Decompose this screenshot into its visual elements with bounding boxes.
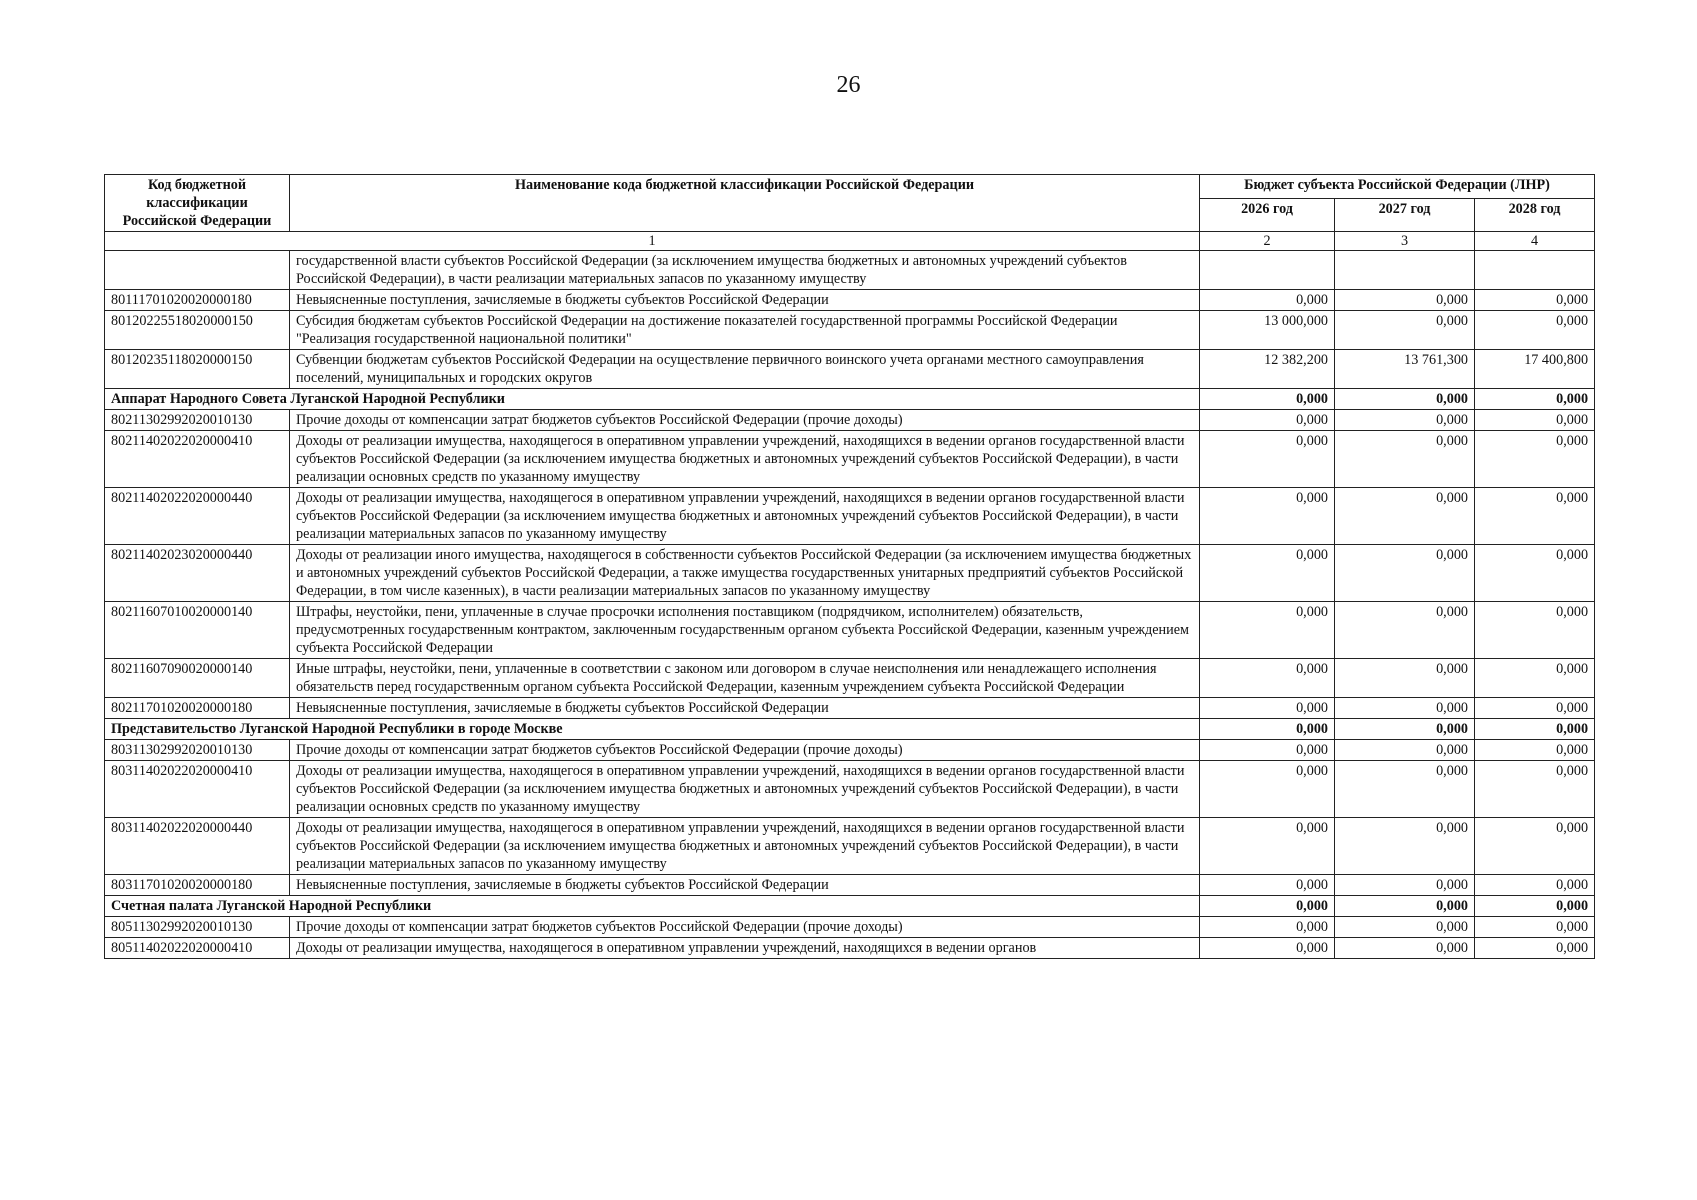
value-2028: 0,000: [1475, 761, 1595, 818]
budget-code-name: Прочие доходы от компенсации затрат бюджетов субъектов Российской Федерации (прочие доходы): [290, 917, 1200, 938]
value-2028: 0,000: [1475, 545, 1595, 602]
value-2028: 0,000: [1475, 896, 1595, 917]
budget-code-name: государственной власти субъектов Российской Федерации (за исключением имущества бюджетных и автономных учреждений субъектов Российской Федерации), в части реализации материальных запасов по указанному имуществу: [290, 251, 1200, 290]
budget-code: [105, 251, 290, 290]
table-row: [105, 917, 1595, 938]
table-row: [105, 698, 1595, 719]
value-2027: 0,000: [1335, 410, 1475, 431]
budget-code: 80311302992020010130: [105, 740, 290, 761]
column-numbers-row: [105, 232, 1595, 251]
budget-code-name: Доходы от реализации имущества, находящегося в оперативном управлении учреждений, находящихся в ведении органов государственной власти субъектов Российской Федерации (за исключением имущества бюджетных и автономных учреждений субъектов Российской Федерации), в части реализации материальных запасов по указанному имуществу: [290, 488, 1200, 545]
page-number: 26: [836, 72, 861, 98]
budget-code: 80211402022020000440: [105, 488, 290, 545]
value-2027: 0,000: [1335, 818, 1475, 875]
budget-code-name: Прочие доходы от компенсации затрат бюджетов субъектов Российской Федерации (прочие доходы): [290, 740, 1200, 761]
budget-code-name: Доходы от реализации имущества, находящегося в оперативном управлении учреждений, находящихся в ведении органов государственной власти субъектов Российской Федерации (за исключением имущества бюджетных и автономных учреждений субъектов Российской Федерации), в части реализации материальных запасов по указанному имуществу: [290, 818, 1200, 875]
budget-code: 80211402022020000410: [105, 431, 290, 488]
table-row: [105, 602, 1595, 659]
section-row: [105, 389, 1595, 410]
section-title: Счетная палата Луганской Народной Республики: [105, 896, 1200, 917]
value-2028: 0,000: [1475, 389, 1595, 410]
value-2028: 0,000: [1475, 290, 1595, 311]
section-row: [105, 719, 1595, 740]
value-2026: 0,000: [1200, 917, 1335, 938]
budget-code-name: Невыясненные поступления, зачисляемые в бюджеты субъектов Российской Федерации: [290, 290, 1200, 311]
table-row: [105, 290, 1595, 311]
section-title: Представительство Луганской Народной Республики в городе Москве: [105, 719, 1200, 740]
value-2027: 0,000: [1335, 389, 1475, 410]
value-2027: 0,000: [1335, 761, 1475, 818]
column-number: 1: [105, 232, 1200, 251]
budget-code: 80111701020020000180: [105, 290, 290, 311]
value-2028: 0,000: [1475, 938, 1595, 959]
budget-code: 80120235118020000150: [105, 350, 290, 389]
budget-code-name: Иные штрафы, неустойки, пени, уплаченные в соответствии с законом или договором в случае неисполнения или ненадлежащего исполнения обязательств перед государственным органом субъекта Российской Федерации, казенным учреждением субъекта Российской Федерации: [290, 659, 1200, 698]
header-row: [105, 175, 1595, 199]
budget-code: 80211302992020010130: [105, 410, 290, 431]
budget-code-name: Невыясненные поступления, зачисляемые в бюджеты субъектов Российской Федерации: [290, 698, 1200, 719]
budget-code: 80211607090020000140: [105, 659, 290, 698]
value-2027: 0,000: [1335, 740, 1475, 761]
table-row: [105, 938, 1595, 959]
value-2026: 0,000: [1200, 545, 1335, 602]
value-2028: 0,000: [1475, 431, 1595, 488]
header-name: Наименование кода бюджетной классификации Российской Федерации: [290, 175, 1200, 232]
budget-code: 80311701020020000180: [105, 875, 290, 896]
table-row: [105, 251, 1595, 290]
value-2027: 0,000: [1335, 698, 1475, 719]
budget-code-name: Доходы от реализации иного имущества, находящегося в собственности субъектов Российской Федерации (за исключением имущества бюджетных и автономных учреждений субъектов Российской Федерации, а также имущества государственных унитарных предприятий субъектов Российской Федерации, в том числе казенных), в части реализации материальных запасов по указанному имуществу: [290, 545, 1200, 602]
value-2026: 0,000: [1200, 602, 1335, 659]
header-budget: Бюджет субъекта Российской Федерации (ЛНР): [1200, 175, 1595, 199]
budget-code: 80311402022020000440: [105, 818, 290, 875]
value-2027: [1335, 251, 1475, 290]
table-row: [105, 659, 1595, 698]
table-body: [105, 251, 1595, 959]
table-row: [105, 431, 1595, 488]
value-2027: 0,000: [1335, 311, 1475, 350]
budget-code: 80120225518020000150: [105, 311, 290, 350]
value-2026: 0,000: [1200, 740, 1335, 761]
value-2026: 0,000: [1200, 938, 1335, 959]
section-title: Аппарат Народного Совета Луганской Народной Республики: [105, 389, 1200, 410]
budget-code-name: Прочие доходы от компенсации затрат бюджетов субъектов Российской Федерации (прочие доходы): [290, 410, 1200, 431]
value-2026: [1200, 251, 1335, 290]
value-2028: 0,000: [1475, 740, 1595, 761]
budget-code-name: Доходы от реализации имущества, находящегося в оперативном управлении учреждений, находящихся в ведении органов государственной власти субъектов Российской Федерации (за исключением имущества бюджетных и автономных учреждений субъектов Российской Федерации), в части реализации основных средств по указанному имуществу: [290, 761, 1200, 818]
value-2026: 0,000: [1200, 896, 1335, 917]
budget-code-name: Штрафы, неустойки, пени, уплаченные в случае просрочки исполнения поставщиком (подрядчиком, исполнителем) обязательств, предусмотренных государственным контрактом, заключенным государственным органом субъекта Российской Федерации, казенным учреждением субъекта Российской Федерации: [290, 602, 1200, 659]
value-2026: 0,000: [1200, 389, 1335, 410]
budget-code-name: Субсидия бюджетам субъектов Российской Федерации на достижение показателей государственной программы Российской Федерации "Реализация государственной национальной политики": [290, 311, 1200, 350]
value-2026: 13 000,000: [1200, 311, 1335, 350]
value-2027: 0,000: [1335, 938, 1475, 959]
value-2027: 0,000: [1335, 896, 1475, 917]
value-2028: 0,000: [1475, 917, 1595, 938]
value-2028: 0,000: [1475, 698, 1595, 719]
budget-code-name: Доходы от реализации имущества, находящегося в оперативном управлении учреждений, находящихся в ведении органов государственной власти субъектов Российской Федерации (за исключением имущества бюджетных и автономных учреждений субъектов Российской Федерации), в части реализации основных средств по указанному имуществу: [290, 431, 1200, 488]
value-2027: 0,000: [1335, 875, 1475, 896]
value-2026: 0,000: [1200, 719, 1335, 740]
header-year-2028: 2028 год: [1475, 199, 1595, 232]
value-2028: [1475, 251, 1595, 290]
value-2026: 0,000: [1200, 290, 1335, 311]
budget-code: 80311402022020000410: [105, 761, 290, 818]
budget-table: [104, 174, 1595, 959]
value-2027: 0,000: [1335, 719, 1475, 740]
value-2028: 0,000: [1475, 818, 1595, 875]
section-row: [105, 896, 1595, 917]
value-2026: 0,000: [1200, 761, 1335, 818]
value-2028: 0,000: [1475, 311, 1595, 350]
value-2026: 0,000: [1200, 659, 1335, 698]
value-2027: 0,000: [1335, 545, 1475, 602]
value-2027: 13 761,300: [1335, 350, 1475, 389]
table-row: [105, 740, 1595, 761]
value-2028: 0,000: [1475, 488, 1595, 545]
value-2028: 0,000: [1475, 875, 1595, 896]
value-2027: 0,000: [1335, 431, 1475, 488]
column-number: 2: [1200, 232, 1335, 251]
value-2026: 12 382,200: [1200, 350, 1335, 389]
table-row: [105, 488, 1595, 545]
table-row: [105, 818, 1595, 875]
budget-code: 80211402023020000440: [105, 545, 290, 602]
table-row: [105, 311, 1595, 350]
value-2027: 0,000: [1335, 602, 1475, 659]
value-2028: 0,000: [1475, 410, 1595, 431]
value-2028: 17 400,800: [1475, 350, 1595, 389]
header-year-2027: 2027 год: [1335, 199, 1475, 232]
value-2028: 0,000: [1475, 659, 1595, 698]
header-code: Код бюджетной классификации Российской Федерации: [105, 175, 290, 232]
table-row: [105, 545, 1595, 602]
value-2026: 0,000: [1200, 818, 1335, 875]
value-2027: 0,000: [1335, 488, 1475, 545]
value-2027: 0,000: [1335, 659, 1475, 698]
value-2027: 0,000: [1335, 917, 1475, 938]
column-number: 3: [1335, 232, 1475, 251]
value-2026: 0,000: [1200, 488, 1335, 545]
value-2027: 0,000: [1335, 290, 1475, 311]
table-row: [105, 350, 1595, 389]
header-year-2026: 2026 год: [1200, 199, 1335, 232]
column-number: 4: [1475, 232, 1595, 251]
table-row: [105, 410, 1595, 431]
value-2026: 0,000: [1200, 410, 1335, 431]
value-2026: 0,000: [1200, 431, 1335, 488]
budget-code-name: Субвенции бюджетам субъектов Российской Федерации на осуществление первичного воинского учета органами местного самоуправления поселений, муниципальных и городских округов: [290, 350, 1200, 389]
budget-code: 80511302992020010130: [105, 917, 290, 938]
budget-code: 80511402022020000410: [105, 938, 290, 959]
budget-code: 80211701020020000180: [105, 698, 290, 719]
table-row: [105, 875, 1595, 896]
table-row: [105, 761, 1595, 818]
budget-code-name: Невыясненные поступления, зачисляемые в бюджеты субъектов Российской Федерации: [290, 875, 1200, 896]
value-2026: 0,000: [1200, 698, 1335, 719]
value-2028: 0,000: [1475, 719, 1595, 740]
budget-code-name: Доходы от реализации имущества, находящегося в оперативном управлении учреждений, находящихся в ведении органов: [290, 938, 1200, 959]
value-2026: 0,000: [1200, 875, 1335, 896]
value-2028: 0,000: [1475, 602, 1595, 659]
budget-code: 80211607010020000140: [105, 602, 290, 659]
